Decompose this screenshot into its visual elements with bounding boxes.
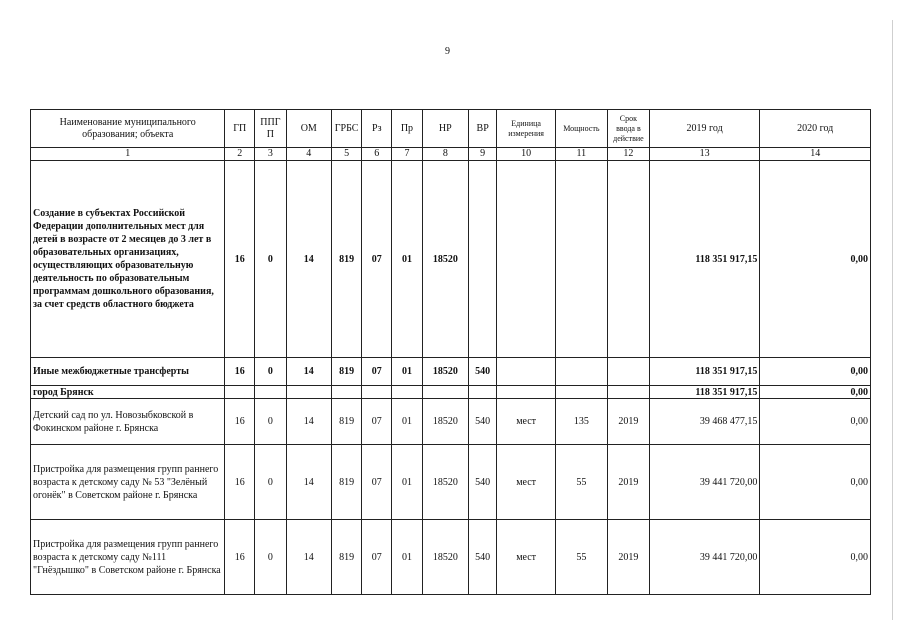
col-num: 10 bbox=[497, 148, 555, 161]
row-name: город Брянск bbox=[31, 386, 225, 399]
cell-om: 14 bbox=[286, 358, 331, 386]
cell-capacity bbox=[555, 358, 607, 386]
col-num: 13 bbox=[649, 148, 759, 161]
scan-edge-line bbox=[892, 20, 893, 620]
header-2020: 2020 год bbox=[760, 110, 871, 148]
row-name: Пристройка для размещения групп раннего возраста к детскому саду №111 "Гнёздышко" в Советском районе г. Брянска bbox=[31, 520, 225, 595]
cell-empty bbox=[497, 386, 555, 399]
row-name: Пристройка для размещения групп раннего возраста к детскому саду № 53 "Зелёный огонёк" в Советском районе г. Брянска bbox=[31, 445, 225, 520]
cell-2019: 118 351 917,15 bbox=[649, 358, 759, 386]
cell-vr bbox=[468, 161, 497, 358]
row-name: Детский сад по ул. Новозыбковской в Фокинском районе г. Брянска bbox=[31, 399, 225, 445]
cell-unit: мест bbox=[497, 445, 555, 520]
header-name: Наименование муниципального образования; объекта bbox=[31, 110, 225, 148]
cell-empty bbox=[607, 386, 649, 399]
cell-unit bbox=[497, 161, 555, 358]
cell-empty bbox=[331, 386, 362, 399]
cell-empty bbox=[392, 386, 423, 399]
header-nr: НР bbox=[422, 110, 468, 148]
cell-rz: 07 bbox=[362, 520, 392, 595]
cell-pr: 01 bbox=[392, 520, 423, 595]
col-num: 12 bbox=[607, 148, 649, 161]
cell-nr: 18520 bbox=[422, 445, 468, 520]
table-row bbox=[31, 399, 871, 445]
cell-unit: мест bbox=[497, 399, 555, 445]
cell-grbs: 819 bbox=[331, 399, 362, 445]
cell-unit: мест bbox=[497, 520, 555, 595]
table-row-program bbox=[31, 161, 871, 358]
header-om: ОМ bbox=[286, 110, 331, 148]
cell-2020: 0,00 bbox=[760, 386, 871, 399]
cell-empty bbox=[555, 386, 607, 399]
cell-ppgp: 0 bbox=[255, 399, 287, 445]
col-num: 5 bbox=[331, 148, 362, 161]
cell-term: 2019 bbox=[607, 520, 649, 595]
header-pr: Пр bbox=[392, 110, 423, 148]
column-number-row bbox=[31, 148, 871, 161]
page-number: 9 bbox=[445, 46, 450, 57]
cell-term bbox=[607, 161, 649, 358]
cell-capacity: 55 bbox=[555, 445, 607, 520]
cell-om: 14 bbox=[286, 520, 331, 595]
cell-ppgp: 0 bbox=[255, 520, 287, 595]
cell-ppgp: 0 bbox=[255, 445, 287, 520]
cell-2019: 118 351 917,15 bbox=[649, 386, 759, 399]
cell-grbs: 819 bbox=[331, 520, 362, 595]
cell-nr: 18520 bbox=[422, 399, 468, 445]
cell-gp: 16 bbox=[225, 399, 255, 445]
cell-grbs: 819 bbox=[331, 161, 362, 358]
cell-term bbox=[607, 358, 649, 386]
table-row-transfers bbox=[31, 358, 871, 386]
cell-nr: 18520 bbox=[422, 358, 468, 386]
cell-ppgp: 0 bbox=[255, 358, 287, 386]
cell-empty bbox=[422, 386, 468, 399]
row-name: Создание в субъектах Российской Федерации дополнительных мест для детей в возрасте от 2 месяцев до 3 лет в образовательных организациях, осуществляющих образовательную деятельность по образовательным программам дошкольного образования, за счет средств областного бюджета bbox=[31, 161, 225, 358]
cell-term: 2019 bbox=[607, 445, 649, 520]
row-name: Иные межбюджетные трансферты bbox=[31, 358, 225, 386]
cell-grbs: 819 bbox=[331, 358, 362, 386]
header-ppgp: ППГ П bbox=[255, 110, 287, 148]
table-row bbox=[31, 445, 871, 520]
col-num: 3 bbox=[255, 148, 287, 161]
cell-om: 14 bbox=[286, 445, 331, 520]
cell-gp: 16 bbox=[225, 520, 255, 595]
cell-empty bbox=[286, 386, 331, 399]
cell-2020: 0,00 bbox=[760, 399, 871, 445]
cell-2019: 39 441 720,00 bbox=[649, 520, 759, 595]
cell-rz: 07 bbox=[362, 161, 392, 358]
cell-unit bbox=[497, 358, 555, 386]
cell-2020: 0,00 bbox=[760, 161, 871, 358]
header-unit: Единица измерения bbox=[497, 110, 555, 148]
cell-grbs: 819 bbox=[331, 445, 362, 520]
col-num: 2 bbox=[225, 148, 255, 161]
cell-vr: 540 bbox=[468, 520, 497, 595]
table-header-row bbox=[31, 110, 871, 148]
cell-vr: 540 bbox=[468, 399, 497, 445]
col-num: 1 bbox=[31, 148, 225, 161]
cell-pr: 01 bbox=[392, 399, 423, 445]
cell-nr: 18520 bbox=[422, 520, 468, 595]
header-vr: ВР bbox=[468, 110, 497, 148]
cell-rz: 07 bbox=[362, 399, 392, 445]
col-num: 4 bbox=[286, 148, 331, 161]
table-row-city bbox=[31, 386, 871, 399]
cell-om: 14 bbox=[286, 399, 331, 445]
cell-om: 14 bbox=[286, 161, 331, 358]
cell-vr: 540 bbox=[468, 445, 497, 520]
cell-empty bbox=[468, 386, 497, 399]
cell-term: 2019 bbox=[607, 399, 649, 445]
cell-nr: 18520 bbox=[422, 161, 468, 358]
cell-empty bbox=[362, 386, 392, 399]
cell-capacity: 135 bbox=[555, 399, 607, 445]
cell-pr: 01 bbox=[392, 358, 423, 386]
cell-rz: 07 bbox=[362, 445, 392, 520]
cell-pr: 01 bbox=[392, 161, 423, 358]
header-2019: 2019 год bbox=[649, 110, 759, 148]
cell-gp: 16 bbox=[225, 161, 255, 358]
col-num: 8 bbox=[422, 148, 468, 161]
cell-capacity: 55 bbox=[555, 520, 607, 595]
cell-empty bbox=[255, 386, 287, 399]
col-num: 9 bbox=[468, 148, 497, 161]
cell-2019: 39 468 477,15 bbox=[649, 399, 759, 445]
cell-ppgp: 0 bbox=[255, 161, 287, 358]
cell-2019: 39 441 720,00 bbox=[649, 445, 759, 520]
cell-empty bbox=[225, 386, 255, 399]
cell-gp: 16 bbox=[225, 445, 255, 520]
cell-gp: 16 bbox=[225, 358, 255, 386]
cell-capacity bbox=[555, 161, 607, 358]
col-num: 6 bbox=[362, 148, 392, 161]
cell-pr: 01 bbox=[392, 445, 423, 520]
cell-2019: 118 351 917,15 bbox=[649, 161, 759, 358]
cell-2020: 0,00 bbox=[760, 520, 871, 595]
cell-2020: 0,00 bbox=[760, 445, 871, 520]
cell-rz: 07 bbox=[362, 358, 392, 386]
header-grbs: ГРБС bbox=[331, 110, 362, 148]
table-row bbox=[31, 520, 871, 595]
cell-2020: 0,00 bbox=[760, 358, 871, 386]
col-num: 11 bbox=[555, 148, 607, 161]
cell-vr: 540 bbox=[468, 358, 497, 386]
header-gp: ГП bbox=[225, 110, 255, 148]
budget-table bbox=[30, 109, 871, 595]
header-term: Срок ввода в действие bbox=[607, 110, 649, 148]
header-rz: Рз bbox=[362, 110, 392, 148]
header-capacity: Мощность bbox=[555, 110, 607, 148]
col-num: 7 bbox=[392, 148, 423, 161]
col-num: 14 bbox=[760, 148, 871, 161]
